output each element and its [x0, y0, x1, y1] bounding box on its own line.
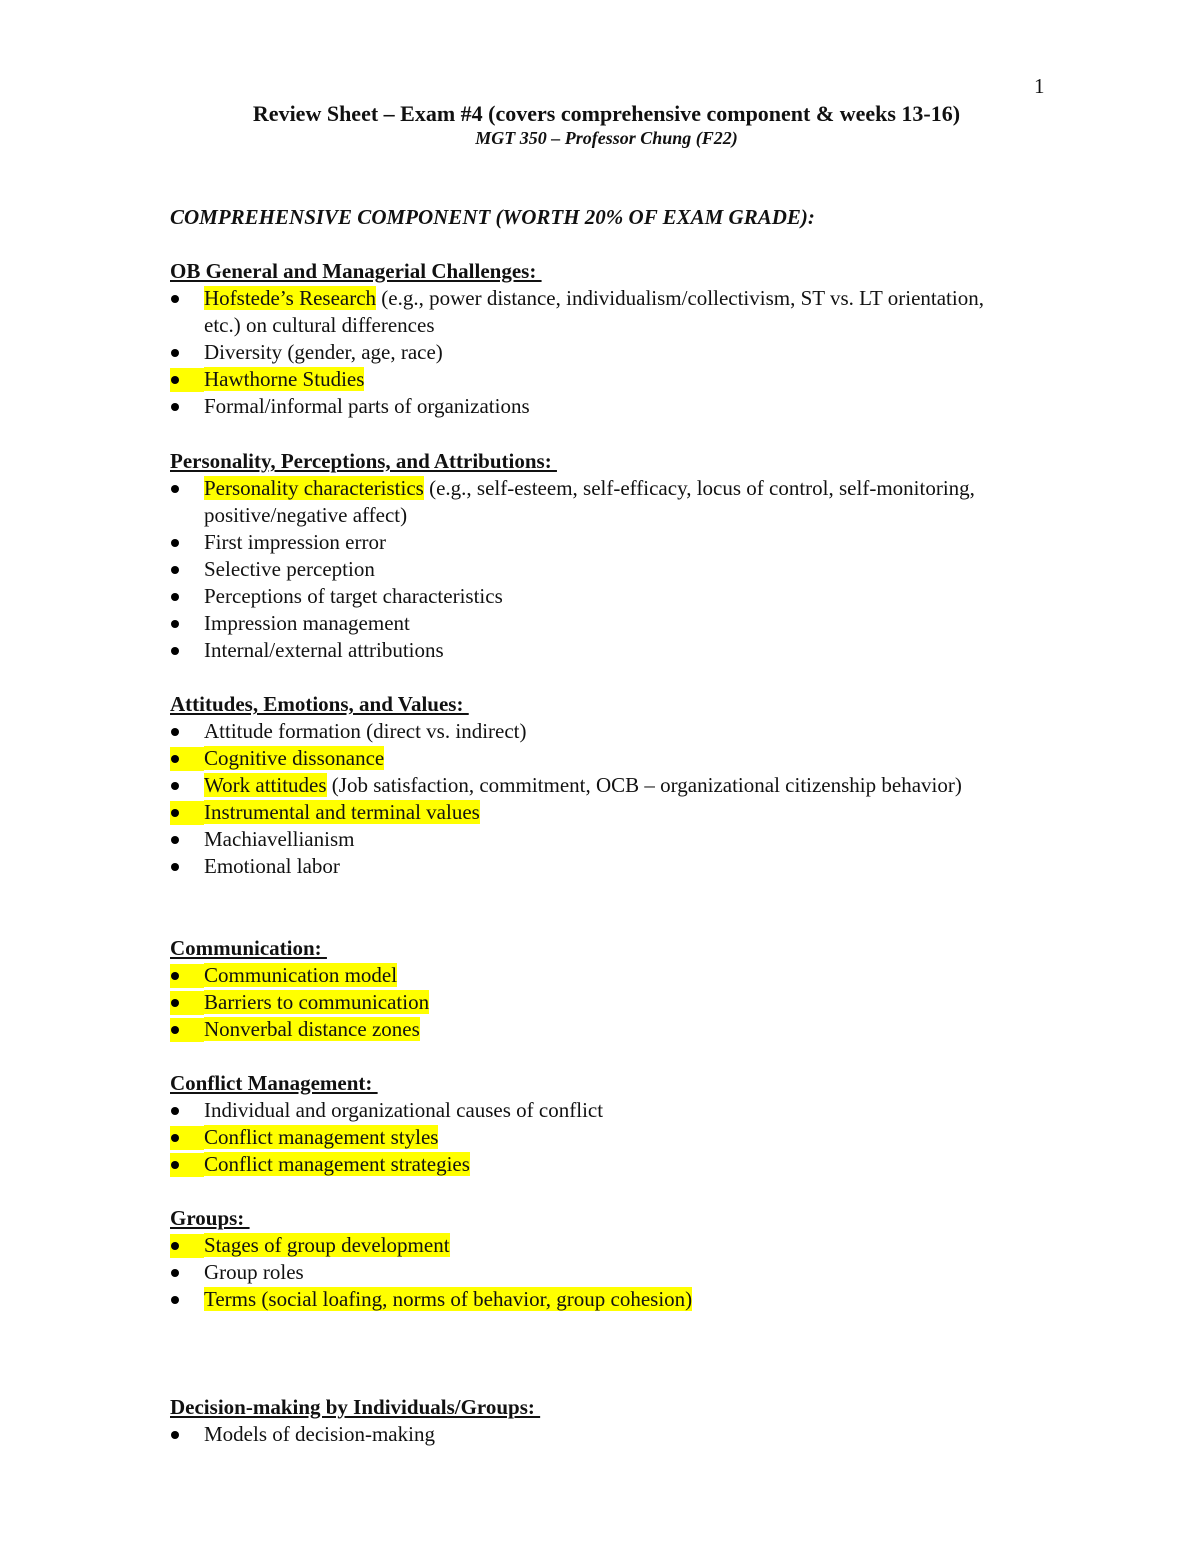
page-number: 1 [1034, 74, 1045, 98]
list-item [170, 799, 1000, 826]
list-item [170, 1232, 1000, 1259]
bullet-icon [170, 475, 204, 502]
list-item [170, 1286, 1000, 1313]
bullet-list [170, 1421, 1000, 1448]
list-item [170, 583, 1000, 610]
bullet-icon [170, 529, 204, 556]
bullet-icon [170, 339, 204, 366]
highlighted-text: Stages of group development [204, 1233, 450, 1257]
bullet-icon [170, 366, 204, 393]
list-item [170, 285, 1000, 339]
bullet-icon [170, 799, 204, 826]
item-text: Group roles [204, 1260, 304, 1284]
bullet-icon [170, 1016, 204, 1043]
section-decision-making [170, 1394, 1000, 1448]
list-item [170, 718, 1000, 745]
list-item [170, 393, 1000, 420]
bullet-icon [170, 393, 204, 420]
list-item [170, 366, 1000, 393]
list-item [170, 853, 1000, 880]
section-heading: OB General and Managerial Challenges: [170, 259, 542, 283]
bullet-icon [170, 610, 204, 637]
bullet-icon [170, 1259, 204, 1286]
bullet-icon [170, 745, 204, 772]
bullet-icon [170, 1151, 204, 1178]
page-title: Review Sheet – Exam #4 (covers comprehensive component & weeks 13-16) [252, 101, 961, 126]
bullet-icon [170, 1421, 204, 1448]
bullet-list [170, 475, 1000, 664]
bullet-icon [170, 1232, 204, 1259]
item-text: (Job satisfaction, commitment, OCB – organizational citizenship behavior) [326, 773, 962, 797]
item-text: Diversity (gender, age, race) [204, 340, 443, 364]
list-item [170, 1151, 1000, 1178]
bullet-icon [170, 637, 204, 664]
list-item [170, 1016, 1000, 1043]
bullet-icon [170, 989, 204, 1016]
list-item [170, 745, 1000, 772]
item-text: Individual and organizational causes of conflict [204, 1098, 604, 1122]
highlighted-text: Instrumental and terminal values [204, 800, 480, 824]
highlighted-text: Conflict management styles [204, 1125, 439, 1149]
list-item [170, 1097, 1000, 1124]
item-text: Emotional labor [204, 854, 340, 878]
bullet-list [170, 1232, 1000, 1313]
highlighted-text: Work attitudes [204, 773, 327, 797]
bullet-icon [170, 1097, 204, 1124]
section-heading: Attitudes, Emotions, and Values: [170, 692, 469, 716]
highlighted-text: Hofstede’s Research [204, 286, 377, 310]
list-item [170, 772, 1000, 799]
section-conflict [170, 1070, 1000, 1178]
bullet-list [170, 718, 1000, 880]
item-text: Formal/informal parts of organizations [204, 394, 530, 418]
comprehensive-heading: COMPREHENSIVE COMPONENT (WORTH 20% OF EXAM GRADE): [170, 205, 815, 229]
item-text: Machiavellianism [204, 827, 355, 851]
item-text: Models of decision-making [204, 1422, 435, 1446]
highlighted-text: Cognitive dissonance [204, 746, 385, 770]
bullet-list [170, 1097, 1000, 1178]
bullet-icon [170, 772, 204, 799]
highlighted-text: Conflict management strategies [204, 1152, 470, 1176]
list-item [170, 637, 1000, 664]
highlighted-text: Personality characteristics [204, 476, 424, 500]
bullet-icon [170, 556, 204, 583]
list-item [170, 826, 1000, 853]
bullet-icon [170, 1124, 204, 1151]
section-heading: Personality, Perceptions, and Attributions: [170, 449, 557, 473]
item-text: First impression error [204, 530, 386, 554]
item-text: Impression management [204, 611, 410, 635]
bullet-icon [170, 853, 204, 880]
section-personality [170, 448, 1000, 664]
item-text: Attitude formation (direct vs. indirect) [204, 719, 527, 743]
list-item [170, 1124, 1000, 1151]
bullet-icon [170, 1286, 204, 1313]
list-item [170, 1421, 1000, 1448]
list-item [170, 475, 1000, 529]
bullet-list [170, 962, 1000, 1043]
list-item [170, 556, 1000, 583]
list-item [170, 339, 1000, 366]
highlighted-text: Barriers to communication [204, 990, 430, 1014]
item-text: (e.g., power distance, individualism/collectivism, ST vs. LT orientation, etc.) on cultural differences [204, 286, 984, 337]
bullet-icon [170, 718, 204, 745]
highlighted-text: Hawthorne Studies [204, 367, 365, 391]
item-text: (e.g., self-esteem, self-efficacy, locus of control, self-monitoring, positive/negative affect) [204, 476, 975, 527]
section-groups [170, 1205, 1000, 1313]
item-text: Perceptions of target characteristics [204, 584, 503, 608]
section-heading: Communication: [170, 936, 327, 960]
section-communication [170, 935, 1000, 1043]
section-heading: Groups: [170, 1206, 250, 1230]
list-item [170, 529, 1000, 556]
list-item [170, 989, 1000, 1016]
page-subtitle: MGT 350 – Professor Chung (F22) [475, 128, 738, 148]
section-ob-general [170, 258, 1000, 420]
bullet-icon [170, 285, 204, 312]
item-text: Communication model [204, 963, 398, 987]
bullet-icon [170, 583, 204, 610]
list-item [170, 962, 1000, 989]
list-item [170, 1259, 1000, 1286]
section-attitudes [170, 691, 1000, 880]
item-text: Selective perception [204, 557, 375, 581]
section-heading: Conflict Management: [170, 1071, 378, 1095]
bullet-icon [170, 962, 204, 989]
bullet-icon [170, 826, 204, 853]
highlighted-text: Nonverbal distance zones [204, 1017, 420, 1041]
bullet-list [170, 285, 1000, 420]
item-text: Internal/external attributions [204, 638, 444, 662]
highlighted-text: Terms (social loafing, norms of behavior, group cohesion) [204, 1287, 693, 1311]
section-heading: Decision-making by Individuals/Groups: [170, 1395, 541, 1419]
list-item [170, 610, 1000, 637]
